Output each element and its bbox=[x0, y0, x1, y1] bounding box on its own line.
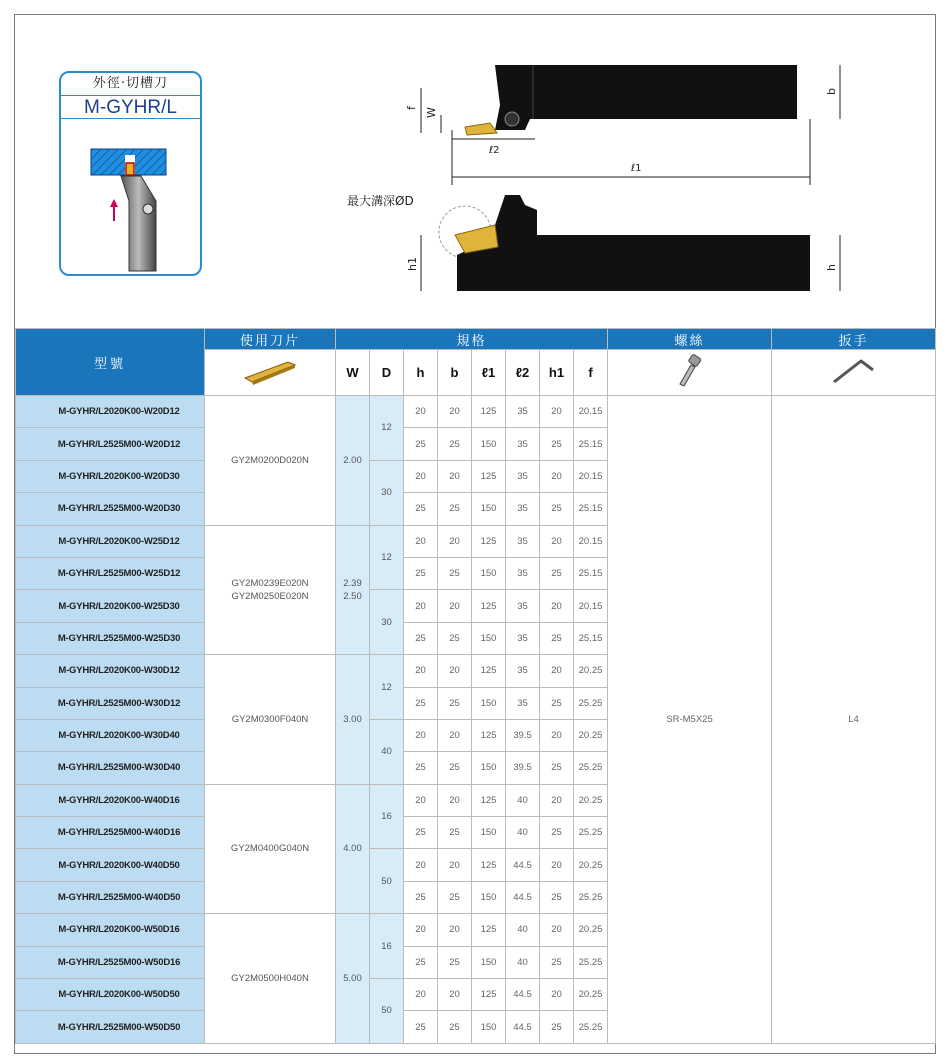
cell-f: 25.15 bbox=[574, 622, 608, 654]
cell-h1: 25 bbox=[540, 622, 574, 654]
model-code: M-GYHR/L2525M00-W20D12 bbox=[16, 428, 205, 460]
dim-l1: ℓ1 bbox=[631, 163, 642, 174]
cell-h1: 25 bbox=[540, 687, 574, 719]
model-code: M-GYHR/L2020K00-W50D50 bbox=[16, 979, 205, 1011]
col-f: f bbox=[574, 350, 608, 396]
cell-l2: 35 bbox=[506, 428, 540, 460]
screw-value: SR-M5X25 bbox=[608, 396, 772, 1044]
model-code: M-GYHR/L2020K00-W25D30 bbox=[16, 590, 205, 622]
col-h1: h1 bbox=[540, 350, 574, 396]
d-value: 40 bbox=[370, 719, 404, 784]
d-value: 50 bbox=[370, 849, 404, 914]
blade-code-line: GY2M0200D020N bbox=[231, 454, 309, 466]
model-code: M-GYHR/L2020K00-W20D30 bbox=[16, 460, 205, 492]
cell-l2: 44.5 bbox=[506, 979, 540, 1011]
col-d: D bbox=[370, 350, 404, 396]
cell-h: 25 bbox=[404, 1011, 438, 1043]
cell-h1: 20 bbox=[540, 590, 574, 622]
cell-l2: 39.5 bbox=[506, 752, 540, 784]
cell-h: 20 bbox=[404, 590, 438, 622]
model-code: M-GYHR/L2525M00-W20D30 bbox=[16, 493, 205, 525]
cell-h1: 25 bbox=[540, 557, 574, 589]
cell-h1: 25 bbox=[540, 428, 574, 460]
cell-l2: 35 bbox=[506, 655, 540, 687]
cell-l2: 35 bbox=[506, 622, 540, 654]
cell-h: 20 bbox=[404, 396, 438, 428]
technical-drawing bbox=[315, 35, 875, 325]
blade-code bbox=[205, 784, 336, 914]
cell-l1: 150 bbox=[472, 493, 506, 525]
blade-code-line: GY2M0250E020N bbox=[231, 590, 309, 602]
cell-f: 20.25 bbox=[574, 784, 608, 816]
model-code: M-GYHR/L2020K00-W40D50 bbox=[16, 849, 205, 881]
model-code: M-GYHR/L2525M00-W50D16 bbox=[16, 946, 205, 978]
model-code: M-GYHR/L2525M00-W30D40 bbox=[16, 752, 205, 784]
cell-h1: 20 bbox=[540, 784, 574, 816]
cell-h1: 25 bbox=[540, 752, 574, 784]
w-value bbox=[336, 655, 370, 785]
model-code: M-GYHR/L2020K00-W30D12 bbox=[16, 655, 205, 687]
cell-l2: 40 bbox=[506, 946, 540, 978]
cell-l1: 150 bbox=[472, 428, 506, 460]
d-value: 30 bbox=[370, 460, 404, 525]
cell-h: 25 bbox=[404, 557, 438, 589]
model-code: M-GYHR/L2525M00-W40D50 bbox=[16, 881, 205, 913]
cell-h: 25 bbox=[404, 752, 438, 784]
cell-h1: 20 bbox=[540, 396, 574, 428]
cell-l1: 125 bbox=[472, 914, 506, 946]
cell-b: 25 bbox=[438, 946, 472, 978]
col-l1: ℓ1 bbox=[472, 350, 506, 396]
model-code: M-GYHR/L2525M00-W30D12 bbox=[16, 687, 205, 719]
cell-l2: 39.5 bbox=[506, 719, 540, 751]
cell-f: 20.15 bbox=[574, 525, 608, 557]
w-value bbox=[336, 396, 370, 526]
cell-l2: 44.5 bbox=[506, 849, 540, 881]
dim-l2: ℓ2 bbox=[489, 145, 500, 156]
cell-l1: 150 bbox=[472, 817, 506, 849]
cell-f: 20.25 bbox=[574, 914, 608, 946]
d-value: 30 bbox=[370, 590, 404, 655]
spec-body bbox=[16, 396, 936, 1044]
cell-h1: 25 bbox=[540, 1011, 574, 1043]
cell-b: 25 bbox=[438, 817, 472, 849]
d-value: 50 bbox=[370, 979, 404, 1044]
cell-h1: 20 bbox=[540, 655, 574, 687]
w-value-line: 2.39 bbox=[343, 577, 362, 589]
cell-l1: 150 bbox=[472, 622, 506, 654]
header-blade: 使用刀片 bbox=[205, 329, 336, 350]
cell-h: 20 bbox=[404, 914, 438, 946]
cell-l1: 125 bbox=[472, 396, 506, 428]
cell-l1: 125 bbox=[472, 719, 506, 751]
grooving-illustration bbox=[61, 121, 202, 276]
cell-h1: 25 bbox=[540, 817, 574, 849]
model-code: M-GYHR/L2525M00-W50D50 bbox=[16, 1011, 205, 1043]
table-row bbox=[16, 396, 936, 428]
cell-h1: 20 bbox=[540, 979, 574, 1011]
dim-h1: h1 bbox=[406, 257, 419, 271]
cell-f: 25.25 bbox=[574, 1011, 608, 1043]
cell-h: 20 bbox=[404, 784, 438, 816]
cell-h: 25 bbox=[404, 817, 438, 849]
col-l2: ℓ2 bbox=[506, 350, 540, 396]
blade-code bbox=[205, 525, 336, 655]
badge-title: 外徑‧切槽刀 bbox=[92, 76, 169, 91]
cell-l2: 44.5 bbox=[506, 881, 540, 913]
drawing-area bbox=[15, 15, 935, 327]
cell-b: 20 bbox=[438, 396, 472, 428]
cell-b: 25 bbox=[438, 428, 472, 460]
cell-l2: 35 bbox=[506, 557, 540, 589]
d-value: 16 bbox=[370, 914, 404, 979]
w-value bbox=[336, 784, 370, 914]
header-spec: 規格 bbox=[336, 329, 608, 350]
cell-f: 25.15 bbox=[574, 557, 608, 589]
wrench-icon bbox=[772, 350, 936, 396]
cell-h1: 20 bbox=[540, 914, 574, 946]
cell-f: 20.25 bbox=[574, 655, 608, 687]
cell-l2: 40 bbox=[506, 784, 540, 816]
cell-b: 20 bbox=[438, 784, 472, 816]
cell-h1: 20 bbox=[540, 460, 574, 492]
cell-h: 20 bbox=[404, 979, 438, 1011]
cell-h1: 20 bbox=[540, 719, 574, 751]
cell-b: 20 bbox=[438, 914, 472, 946]
cell-f: 25.25 bbox=[574, 881, 608, 913]
cell-l1: 125 bbox=[472, 525, 506, 557]
cell-l1: 150 bbox=[472, 946, 506, 978]
model-code: M-GYHR/L2020K00-W50D16 bbox=[16, 914, 205, 946]
model-code: M-GYHR/L2020K00-W20D12 bbox=[16, 396, 205, 428]
cell-b: 20 bbox=[438, 460, 472, 492]
d-value: 12 bbox=[370, 396, 404, 461]
dim-h: h bbox=[825, 264, 838, 271]
w-value bbox=[336, 525, 370, 655]
header-screw: 螺絲 bbox=[608, 329, 772, 350]
cell-h: 25 bbox=[404, 493, 438, 525]
cell-h: 25 bbox=[404, 687, 438, 719]
cell-b: 25 bbox=[438, 752, 472, 784]
cell-h1: 20 bbox=[540, 525, 574, 557]
blade-code bbox=[205, 914, 336, 1044]
wrench-value: L4 bbox=[772, 396, 936, 1044]
model-code: M-GYHR/L2020K00-W25D12 bbox=[16, 525, 205, 557]
blade-code bbox=[205, 396, 336, 526]
dim-b: b bbox=[825, 88, 838, 95]
cell-b: 20 bbox=[438, 849, 472, 881]
blade-code-line: GY2M0239E020N bbox=[231, 577, 309, 589]
model-code: M-GYHR/L2020K00-W40D16 bbox=[16, 784, 205, 816]
cell-b: 20 bbox=[438, 525, 472, 557]
product-badge bbox=[59, 71, 202, 276]
header-wrench: 扳手 bbox=[772, 329, 936, 350]
w-value-line: 2.00 bbox=[343, 454, 362, 466]
cell-b: 25 bbox=[438, 1011, 472, 1043]
w-value bbox=[336, 914, 370, 1044]
cell-l1: 125 bbox=[472, 784, 506, 816]
cell-b: 25 bbox=[438, 687, 472, 719]
cell-l2: 35 bbox=[506, 493, 540, 525]
cell-h: 20 bbox=[404, 719, 438, 751]
cell-l1: 150 bbox=[472, 881, 506, 913]
cell-b: 20 bbox=[438, 655, 472, 687]
cell-l1: 125 bbox=[472, 849, 506, 881]
max-depth-label: 最大溝深ØD bbox=[347, 194, 414, 208]
cell-l1: 125 bbox=[472, 979, 506, 1011]
cell-l2: 35 bbox=[506, 460, 540, 492]
cell-h1: 20 bbox=[540, 849, 574, 881]
cell-h: 25 bbox=[404, 881, 438, 913]
dim-f: f bbox=[405, 106, 418, 110]
cell-l1: 150 bbox=[472, 752, 506, 784]
cell-l2: 35 bbox=[506, 687, 540, 719]
cell-f: 25.25 bbox=[574, 817, 608, 849]
cell-h: 20 bbox=[404, 460, 438, 492]
w-value-line: 3.00 bbox=[343, 713, 362, 725]
cell-f: 25.15 bbox=[574, 428, 608, 460]
cell-b: 25 bbox=[438, 881, 472, 913]
d-value: 16 bbox=[370, 784, 404, 849]
col-w: W bbox=[336, 350, 370, 396]
model-code: M-GYHR/L2020K00-W30D40 bbox=[16, 719, 205, 751]
cell-f: 20.15 bbox=[574, 460, 608, 492]
cell-f: 25.25 bbox=[574, 687, 608, 719]
badge-model: M-GYHR/L bbox=[61, 95, 200, 119]
cell-b: 20 bbox=[438, 590, 472, 622]
d-value: 12 bbox=[370, 525, 404, 590]
cell-l2: 35 bbox=[506, 590, 540, 622]
w-value-line: 2.50 bbox=[343, 590, 362, 602]
blade-insert-icon bbox=[205, 350, 336, 396]
cell-l1: 150 bbox=[472, 557, 506, 589]
cell-l2: 44.5 bbox=[506, 1011, 540, 1043]
d-value: 12 bbox=[370, 655, 404, 720]
cell-f: 20.25 bbox=[574, 979, 608, 1011]
model-code: M-GYHR/L2525M00-W25D30 bbox=[16, 622, 205, 654]
blade-code-line: GY2M0500H040N bbox=[231, 973, 309, 985]
cell-h1: 25 bbox=[540, 493, 574, 525]
cell-l2: 40 bbox=[506, 817, 540, 849]
cell-f: 25.25 bbox=[574, 752, 608, 784]
screw-icon bbox=[608, 350, 772, 396]
cell-f: 25.15 bbox=[574, 493, 608, 525]
cell-b: 20 bbox=[438, 979, 472, 1011]
model-code: M-GYHR/L2525M00-W40D16 bbox=[16, 817, 205, 849]
w-value-line: 5.00 bbox=[343, 973, 362, 985]
cell-b: 25 bbox=[438, 493, 472, 525]
cell-h: 20 bbox=[404, 525, 438, 557]
cell-l2: 35 bbox=[506, 525, 540, 557]
cell-h1: 25 bbox=[540, 881, 574, 913]
model-code: M-GYHR/L2525M00-W25D12 bbox=[16, 557, 205, 589]
cell-l1: 150 bbox=[472, 1011, 506, 1043]
cell-f: 20.25 bbox=[574, 719, 608, 751]
blade-code-line: GY2M0400G040N bbox=[230, 843, 310, 855]
cell-h: 20 bbox=[404, 655, 438, 687]
cell-f: 20.15 bbox=[574, 590, 608, 622]
cell-b: 25 bbox=[438, 622, 472, 654]
cell-l1: 125 bbox=[472, 460, 506, 492]
catalog-page bbox=[14, 14, 936, 1054]
w-value-line: 4.00 bbox=[343, 843, 362, 855]
cell-l1: 125 bbox=[472, 590, 506, 622]
cell-f: 20.25 bbox=[574, 849, 608, 881]
cell-l2: 35 bbox=[506, 396, 540, 428]
col-b: b bbox=[438, 350, 472, 396]
header-model: 型號 bbox=[16, 329, 205, 396]
spec-table bbox=[15, 328, 936, 1044]
cell-l1: 125 bbox=[472, 655, 506, 687]
cell-f: 25.25 bbox=[574, 946, 608, 978]
cell-h: 25 bbox=[404, 946, 438, 978]
cell-h1: 25 bbox=[540, 946, 574, 978]
cell-h: 25 bbox=[404, 622, 438, 654]
col-h: h bbox=[404, 350, 438, 396]
cell-b: 25 bbox=[438, 557, 472, 589]
blade-code bbox=[205, 655, 336, 785]
cell-l2: 40 bbox=[506, 914, 540, 946]
cell-b: 20 bbox=[438, 719, 472, 751]
cell-f: 20.15 bbox=[574, 396, 608, 428]
cell-h: 20 bbox=[404, 849, 438, 881]
cell-h: 25 bbox=[404, 428, 438, 460]
dim-w: W bbox=[425, 107, 438, 118]
cell-l1: 150 bbox=[472, 687, 506, 719]
blade-code-line: GY2M0300F040N bbox=[231, 713, 309, 725]
